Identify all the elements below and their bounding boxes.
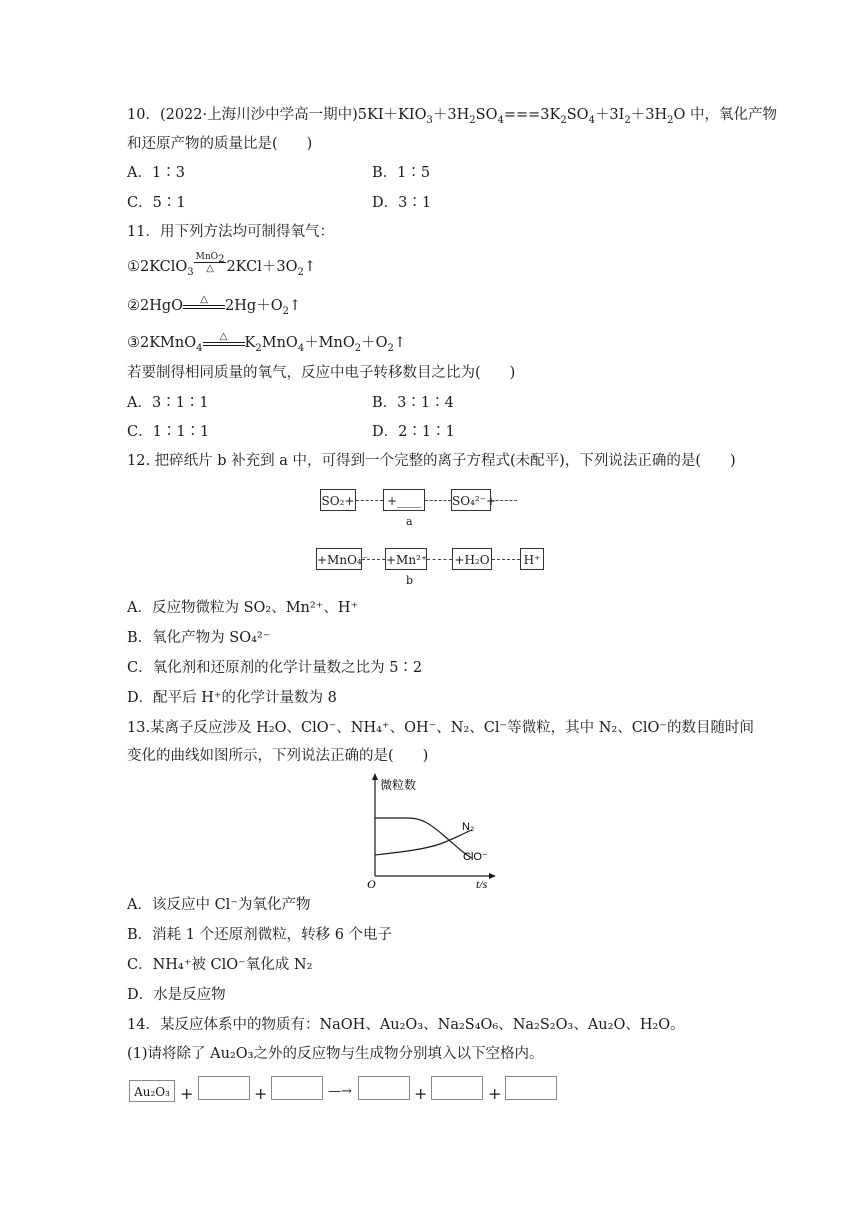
product-blank-3[interactable] (505, 1076, 557, 1100)
au2o3-box: Au₂O₃ (129, 1080, 175, 1102)
q10-option-c: C．5∶1 (127, 195, 186, 211)
q11-equation-2: ②2HgO △ $2Hg+O_2↑$ (127, 294, 302, 317)
strip-a-box-blank: +____ (383, 489, 425, 511)
x-axis-label: t/s (476, 877, 488, 890)
dash-line (362, 559, 385, 560)
q10-stem-line1: 10．(2022·上海川沙中学高一期中)$5KI+KIO_3+3H_2SO_4===3K_2SO_4+3I_2+3H_2O$ 中，氧化产物 (127, 107, 778, 126)
reactant-blank-1[interactable] (198, 1076, 250, 1100)
product-blank-1[interactable] (358, 1076, 410, 1100)
q11-question: 若要制得相同质量的氧气，反应中电子转移数目之比为( ) (127, 365, 516, 381)
dash-line (425, 500, 451, 501)
q14-sub1: (1)请将除了 Au₂O₃之外的反应物与生成物分别填入以下空格内。 (127, 1046, 544, 1062)
strip-a-label: a (406, 515, 413, 528)
q11-option-c: C．1∶1∶1 (127, 424, 210, 440)
clo-curve (375, 818, 475, 858)
plus-sign: + (254, 1084, 268, 1103)
q14-stem: 14．某反应体系中的物质有：NaOH、Au₂O₃、Na₂S₄O₆、Na₂S₂O₃、Au₂O、H₂O。 (127, 1017, 685, 1033)
q10-option-d: D．3∶1 (372, 195, 432, 211)
strip-a-box-so2: SO₂+ (320, 489, 356, 511)
q11-option-d: D．2∶1∶1 (372, 424, 455, 440)
q13-stem-line2: 变化的曲线如图所示，下列说法正确的是( ) (127, 748, 429, 764)
q10-stem-line2: 和还原产物的质量比是( ) (127, 136, 313, 152)
particle-count-chart (360, 772, 510, 890)
plus-sign: + (180, 1084, 194, 1103)
q11-option-b: B．3∶1∶4 (372, 395, 454, 411)
dash-line (491, 500, 517, 501)
origin-label: O (367, 877, 376, 890)
plus-sign: + (414, 1084, 428, 1103)
q13-option-a: A．该反应中 Cl⁻为氧化产物 (127, 897, 311, 913)
strip-b-box-h2o: +H₂O (452, 548, 492, 570)
q10-option-b: B．1∶5 (372, 165, 431, 181)
q13-option-d: D．水是反应物 (127, 987, 226, 1003)
q11-equation-3: ③2KMnO$_4$ △ $K_2MnO_4+MnO_2+O_2↑$ (127, 331, 407, 354)
q13-option-c: C．NH₄⁺被 ClO⁻氧化成 N₂ (127, 957, 313, 973)
q13-option-b: B．消耗 1 个还原剂微粒，转移 6 个电子 (127, 927, 393, 943)
q12-option-d: D．配平后 H⁺的化学计量数为 8 (127, 690, 337, 706)
n2-series-label: N₂ (462, 821, 475, 833)
q11-equation-1: ①2KClO$_3$ $\frac{MnO_2}{\triangle}$ $2KCl+3O_2↑$ (127, 252, 316, 278)
x-axis-arrow-icon (489, 873, 496, 879)
strip-b-label: b (406, 574, 414, 587)
plus-sign: + (488, 1084, 502, 1103)
y-axis-arrow-icon (372, 773, 378, 780)
reactant-blank-2[interactable] (271, 1076, 323, 1100)
gas-arrow-icon: ↑ (393, 335, 407, 351)
gas-arrow-icon: ↑ (288, 298, 302, 314)
strip-a-box-so4: SO₄²⁻+ (451, 489, 491, 511)
strip-b-box-mn: +Mn²⁺ (385, 548, 427, 570)
q12-option-a: A．反应物微粒为 SO₂、Mn²⁺、H⁺ (127, 600, 359, 616)
dash-line (356, 500, 383, 501)
product-blank-2[interactable] (431, 1076, 483, 1100)
gas-arrow-icon: ↑ (303, 259, 316, 275)
catalyst-condition: $\frac{MnO_2}{\triangle}$ (195, 252, 225, 274)
heat-equals-sign: △ (183, 295, 225, 309)
y-axis-label: 微粒数 (380, 778, 417, 792)
heat-equals-sign: △ (203, 332, 245, 346)
q13-stem-line1: 13.某离子反应涉及 H₂O、ClO⁻、NH₄⁺、OH⁻、N₂、Cl⁻等微粒，其中 N₂、ClO⁻的数目随时间 (127, 720, 755, 736)
dash-line (427, 559, 452, 560)
dash-line (492, 559, 520, 560)
q12-stem: 12. 把碎纸片 b 补充到 a 中，可得到一个完整的离子方程式(未配平)，下列说法正确的是( ) (127, 453, 736, 469)
q10-option-a: A．1∶3 (127, 165, 185, 181)
reaction-arrow-icon: —→ (328, 1084, 352, 1099)
q12-option-b: B．氧化产物为 SO₄²⁻ (127, 630, 271, 646)
clo-series-label: ClO⁻ (463, 851, 488, 863)
strip-b-box-mno4: +MnO₄⁻ (316, 548, 362, 570)
q11-stem: 11．用下列方法均可制得氧气： (127, 224, 334, 240)
q12-option-c: C．氧化剂和还原剂的化学计量数之比为 5∶2 (127, 660, 423, 676)
strip-b-box-h: H⁺ (520, 548, 544, 570)
q11-option-a: A．3∶1∶1 (127, 395, 209, 411)
n2-curve (375, 830, 472, 855)
